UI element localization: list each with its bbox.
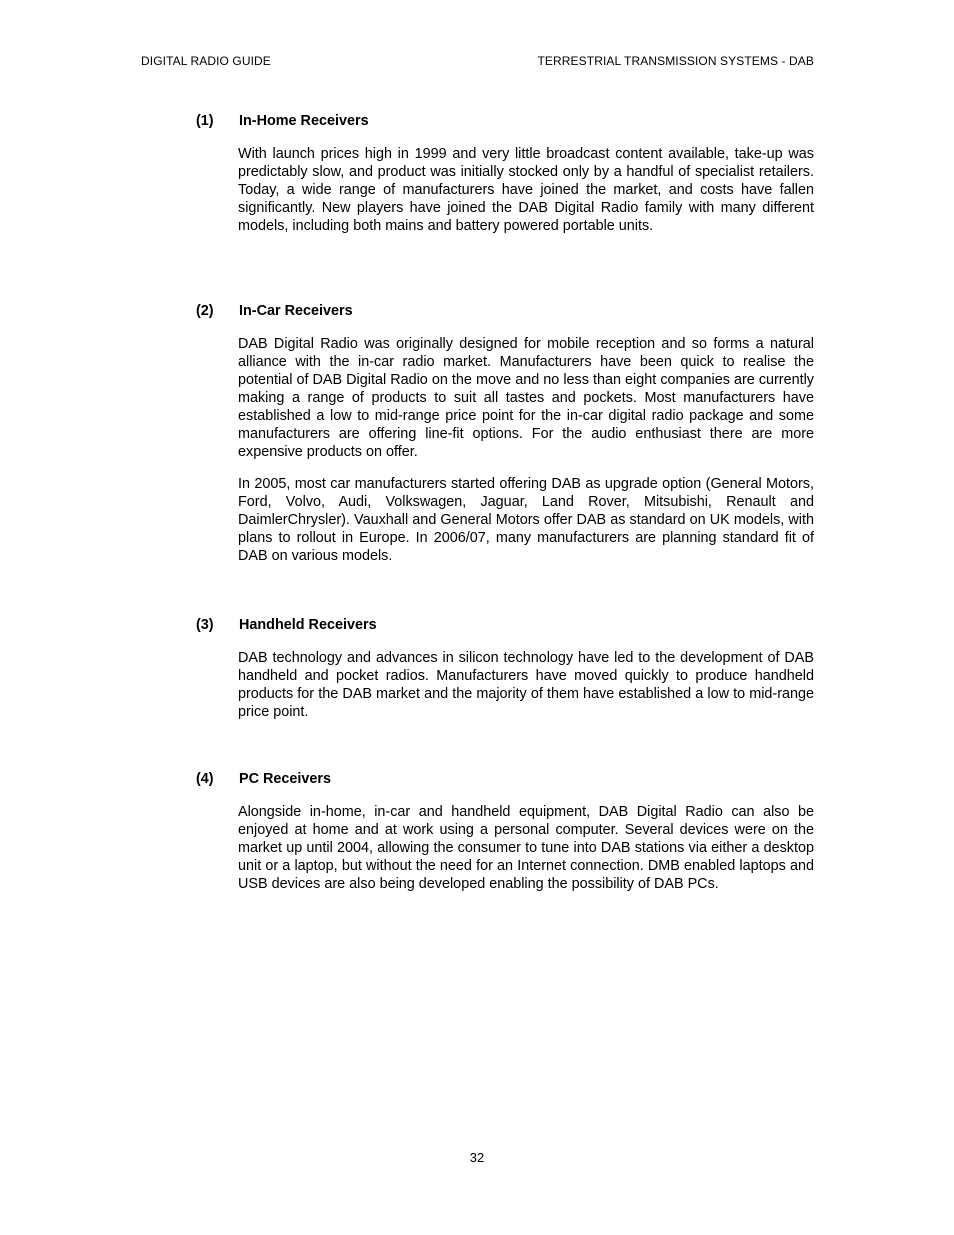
section-number: (1) <box>196 113 214 129</box>
section-title: In-Car Receivers <box>239 303 353 319</box>
section-number: (3) <box>196 617 214 633</box>
paragraph: With launch prices high in 1999 and very little broadcast content available, take-up was predictably slow, and product was initially stocked only by a handful of specialist retailers. Today, a wide range of manufacturers have joined the market, and costs have fallen significantly. New players have joined the DAB Digital Radio family with many different models, including both mains and battery powered portable units. <box>238 146 814 234</box>
section-heading <box>196 302 814 320</box>
paragraph: Alongside in-home, in-car and handheld equipment, DAB Digital Radio can also be enjoyed at home and at work using a personal computer. Several devices were on the market up until 2004, allowing the consumer to tune into DAB stations via either a desktop unit or a laptop, but without the need for an Internet connection. DMB enabled laptops and USB devices are also being developed enabling the possibility of DAB PCs. <box>238 804 814 892</box>
section-title: In-Home Receivers <box>239 113 369 129</box>
paragraph: In 2005, most car manufacturers started offering DAB as upgrade option (General Motors, Ford, Volvo, Audi, Volkswagen, Jaguar, Land Rover, Mitsubishi, Renault and DaimlerChrysler). Vauxhall and General Motors offer DAB as standard on UK models, with plans to rollout in Europe. In 2006/07, many manufacturers are planning standard fit of DAB on various models. <box>238 476 814 564</box>
running-header <box>141 54 814 68</box>
page-number: 32 <box>469 1150 485 1165</box>
section-number: (4) <box>196 771 214 787</box>
paragraph: DAB Digital Radio was originally designed for mobile reception and so forms a natural alliance with the in-car radio market. Manufacturers have been quick to realise the potential of DAB Digital Radio on the move and no less than eight companies are currently making a range of products to suit all tastes and pockets. Most manufacturers have established a low to mid-range price point for the in-car digital radio package and some manufacturers are offering line-fit options. For the audio enthusiast there are more expensive products on offer. <box>238 336 814 460</box>
paragraph: DAB technology and advances in silicon technology have led to the development of DAB handheld and pocket radios. Manufacturers have moved quickly to produce handheld products for the DAB market and the majority of them have established a low to mid-range price point. <box>238 650 814 720</box>
header-right-title: TERRESTRIAL TRANSMISSION SYSTEMS - DAB <box>537 54 814 68</box>
section-in-home-receivers <box>196 112 814 302</box>
section-heading <box>196 770 814 788</box>
section-pc-receivers <box>196 770 814 893</box>
section-title: PC Receivers <box>239 771 332 787</box>
section-handheld-receivers <box>196 616 814 770</box>
section-heading <box>196 616 814 634</box>
section-heading <box>196 112 814 130</box>
header-left-title: DIGITAL RADIO GUIDE <box>141 54 271 68</box>
section-in-car-receivers <box>196 302 814 616</box>
section-title: Handheld Receivers <box>239 617 377 633</box>
section-number: (2) <box>196 303 214 319</box>
document-body <box>196 112 814 907</box>
